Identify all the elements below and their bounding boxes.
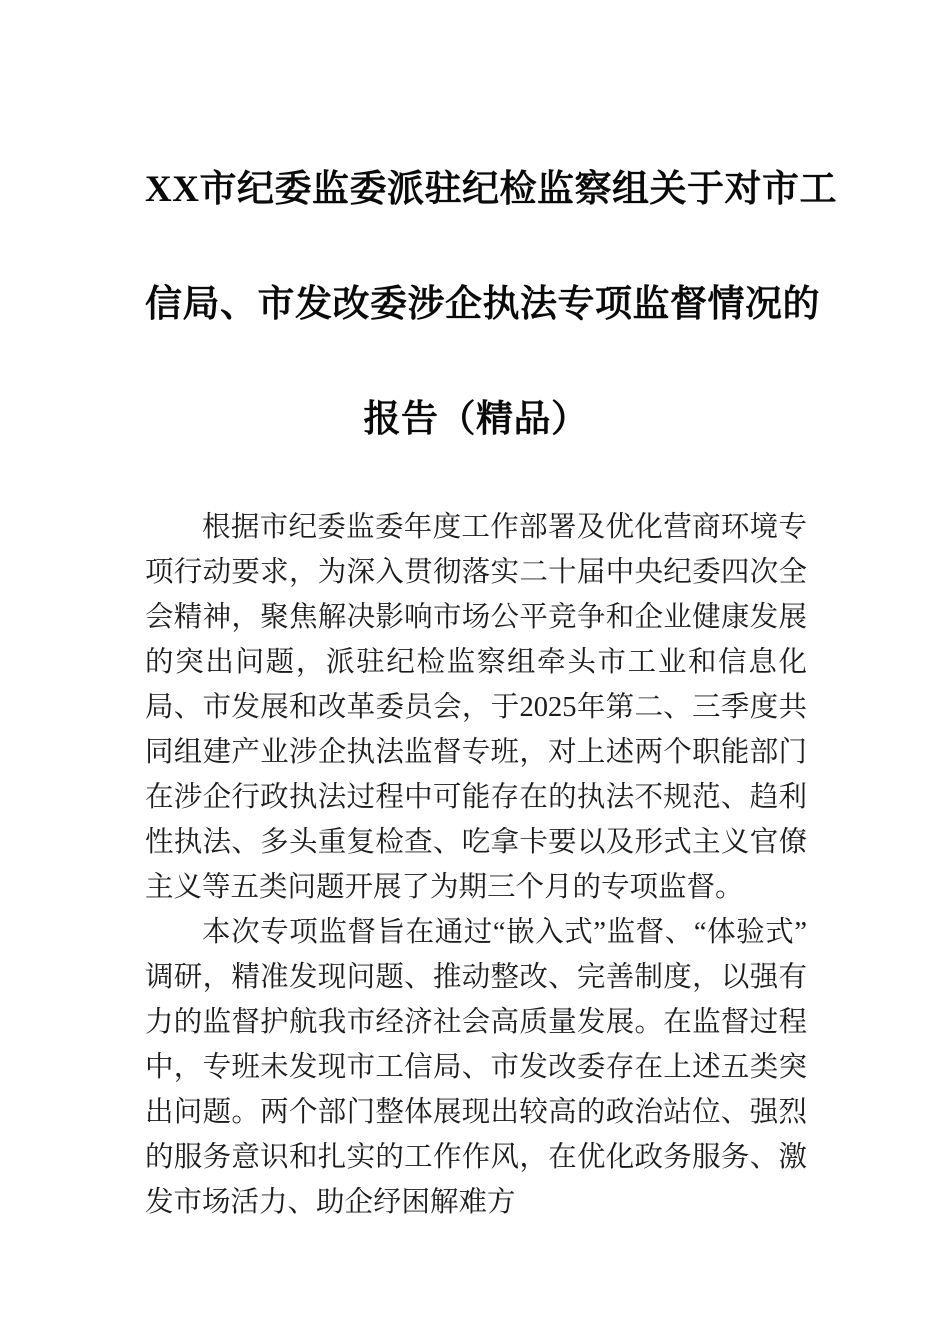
document-title-line-1: XX市纪委监委派驻纪检监察组关于对市工 xyxy=(145,169,837,210)
body-paragraph-1: 根据市纪委监委年度工作部署及优化营商环境专项行动要求，为深入贯彻落实二十届中央纪委四次全会精神，聚焦解决影响市场公平竞争和企业健康发展的突出问题，派驻纪检监察组牵头市工业和信息化局、市发展和改革委员会，于2025年第二、三季度共同组建产业涉企执法监督专班，对上述两个职能部门在涉企行政执法过程中可能存在的执法不规范、趋利性执法、多头重复检查、吃拿卡要以及形式主义官僚主义等五类问题开展了为期三个月的专项监督。 xyxy=(145,512,807,903)
document-title-line-3: 报告（精品） xyxy=(363,399,589,440)
page-bottom-margin xyxy=(0,1240,950,1344)
body-paragraph-2: 本次专项监督旨在通过“嵌入式”监督、“体验式”调研，精准发现问题、推动整改、完善制度，以强有力的监督护航我市经济社会高质量发展。在监督过程中，专班未发现市工信局、市发改委存在上述五类突出问题。两个部门整体展现出较高的政治站位、强烈的服务意识和扎实的工作作风，在优化政务服务、激发市场活力、助企纾困解难方 xyxy=(145,917,807,1218)
document-title xyxy=(145,132,837,477)
document-body xyxy=(145,505,807,1225)
document-title-line-2: 信局、市发改委涉企执法专项监督情况的 xyxy=(145,284,820,325)
